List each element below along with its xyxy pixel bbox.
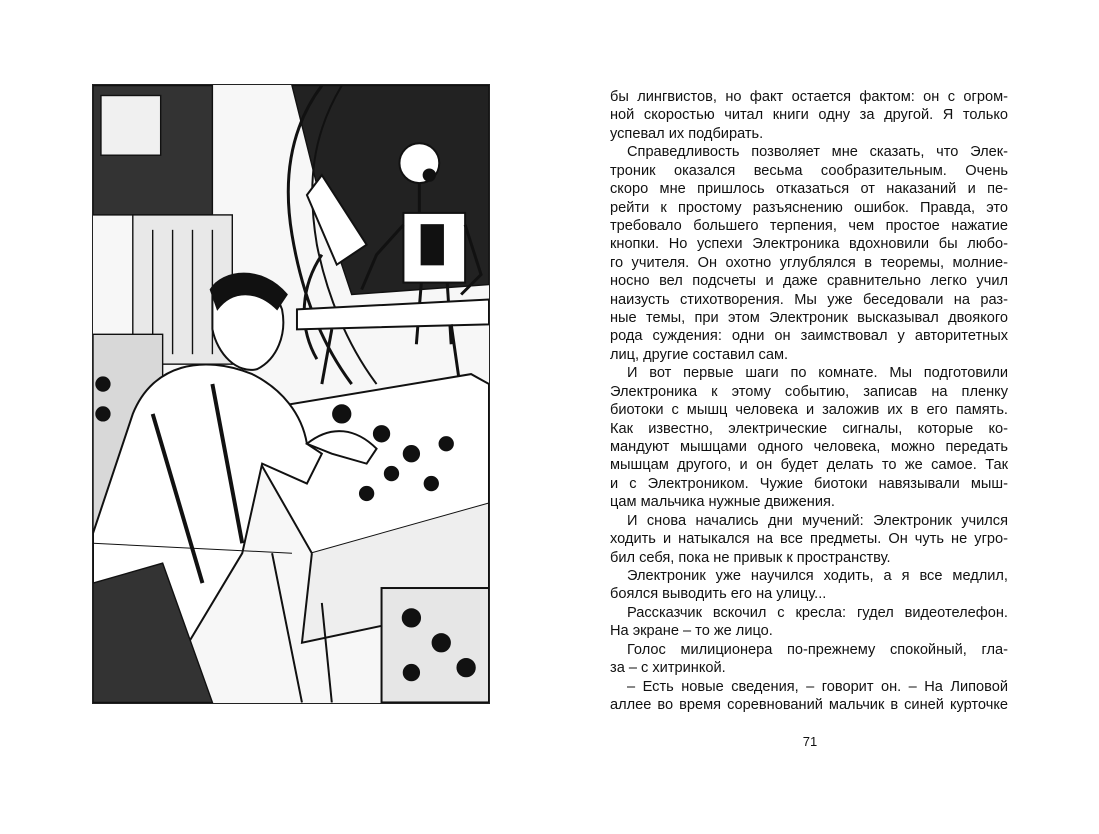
text-line: троник оказался весьма сообразительным. Очень [610, 162, 1008, 179]
text-line: го учителя. Он охотно углублялся в теоремы, молние- [610, 254, 1008, 271]
text-line: ходить и натыкался на все предметы. Он чуть не угро- [610, 531, 1008, 548]
text-line: носно вел подсчеты и даже сравнительно легко учил [610, 273, 1008, 290]
text-line: скоро мне пришлось отказаться от наказаний и пе- [610, 181, 1008, 198]
text-line: Как известно, электрические сигналы, которые ко- [610, 420, 1008, 437]
text-line: рода суждения: одни он заимствовал у авторитетных [610, 328, 1008, 345]
text-line: – Есть новые сведения, – говорит он. – На Липовой [627, 678, 1008, 695]
text-line: за – с хитринкой. [610, 660, 726, 677]
text-line: ные темы, при этом Электроник высказывал двоякого [610, 310, 1008, 327]
text-line: цам мальчика нужные движения. [610, 494, 835, 511]
text-line: бы лингвистов, но факт остается фактом: он с огром- [610, 89, 1008, 105]
text-line: И снова начались дни мучений: Электроник учился [627, 512, 1008, 529]
text-line: мандуют мышцами одного человека, можно передать [610, 439, 1008, 456]
text-line: ной скоростью читал книги одну за другой. Я только [610, 107, 1008, 124]
text-line: бил себя, пока не привык к пространству. [610, 549, 891, 566]
text-line: мышцам другого, и он будет делать то же самое. Так [610, 457, 1008, 474]
text-line: И вот первые шаги по комнате. Мы подготовили [627, 365, 1008, 382]
text-line: Голос милиционера по-прежнему спокойный, гла- [627, 641, 1008, 658]
text-line: рейти к простому разъяснению ошибок. Правда, это [610, 199, 1008, 216]
text-line: лиц, другие составил сам. [610, 346, 789, 363]
text-line: На экране – то же лицо. [610, 623, 773, 640]
text-line: и с Электроником. Чужие биотоки навязывали мыш- [610, 475, 1008, 492]
text-line: Справедливость позволяет мне сказать, что Элек- [627, 144, 1008, 161]
text-line: аллее во время соревнований мальчик в синей курточке [610, 696, 1008, 713]
text-line: биотоки с мышц человека и заложив их в его память. [610, 402, 1008, 419]
text-line: Электроника к этому событию, записав на пленку [610, 383, 1008, 400]
text-line: успевал их подбирать. [610, 125, 764, 142]
text-line: боялся выводить его на улицу... [610, 586, 827, 603]
text-line: Рассказчик вскочил с кресла: гудел видеотелефон. [627, 604, 1008, 621]
text-line: кнопки. Но успехи Электроника вдохновили бы любо- [610, 236, 1008, 253]
page-text [610, 88, 1008, 714]
page-number: 71 [802, 734, 818, 749]
illustration-drawing [93, 85, 489, 703]
text-line: наизусть стихотворения. Мы уже беседовали на раз- [610, 291, 1008, 308]
text-line: требовало большего терпения, чем простое нажатие [610, 217, 1008, 234]
illustration-man-at-console-with-robot [92, 84, 490, 704]
text-line: Электроник уже научился ходить, а я все медлил, [627, 567, 1008, 584]
